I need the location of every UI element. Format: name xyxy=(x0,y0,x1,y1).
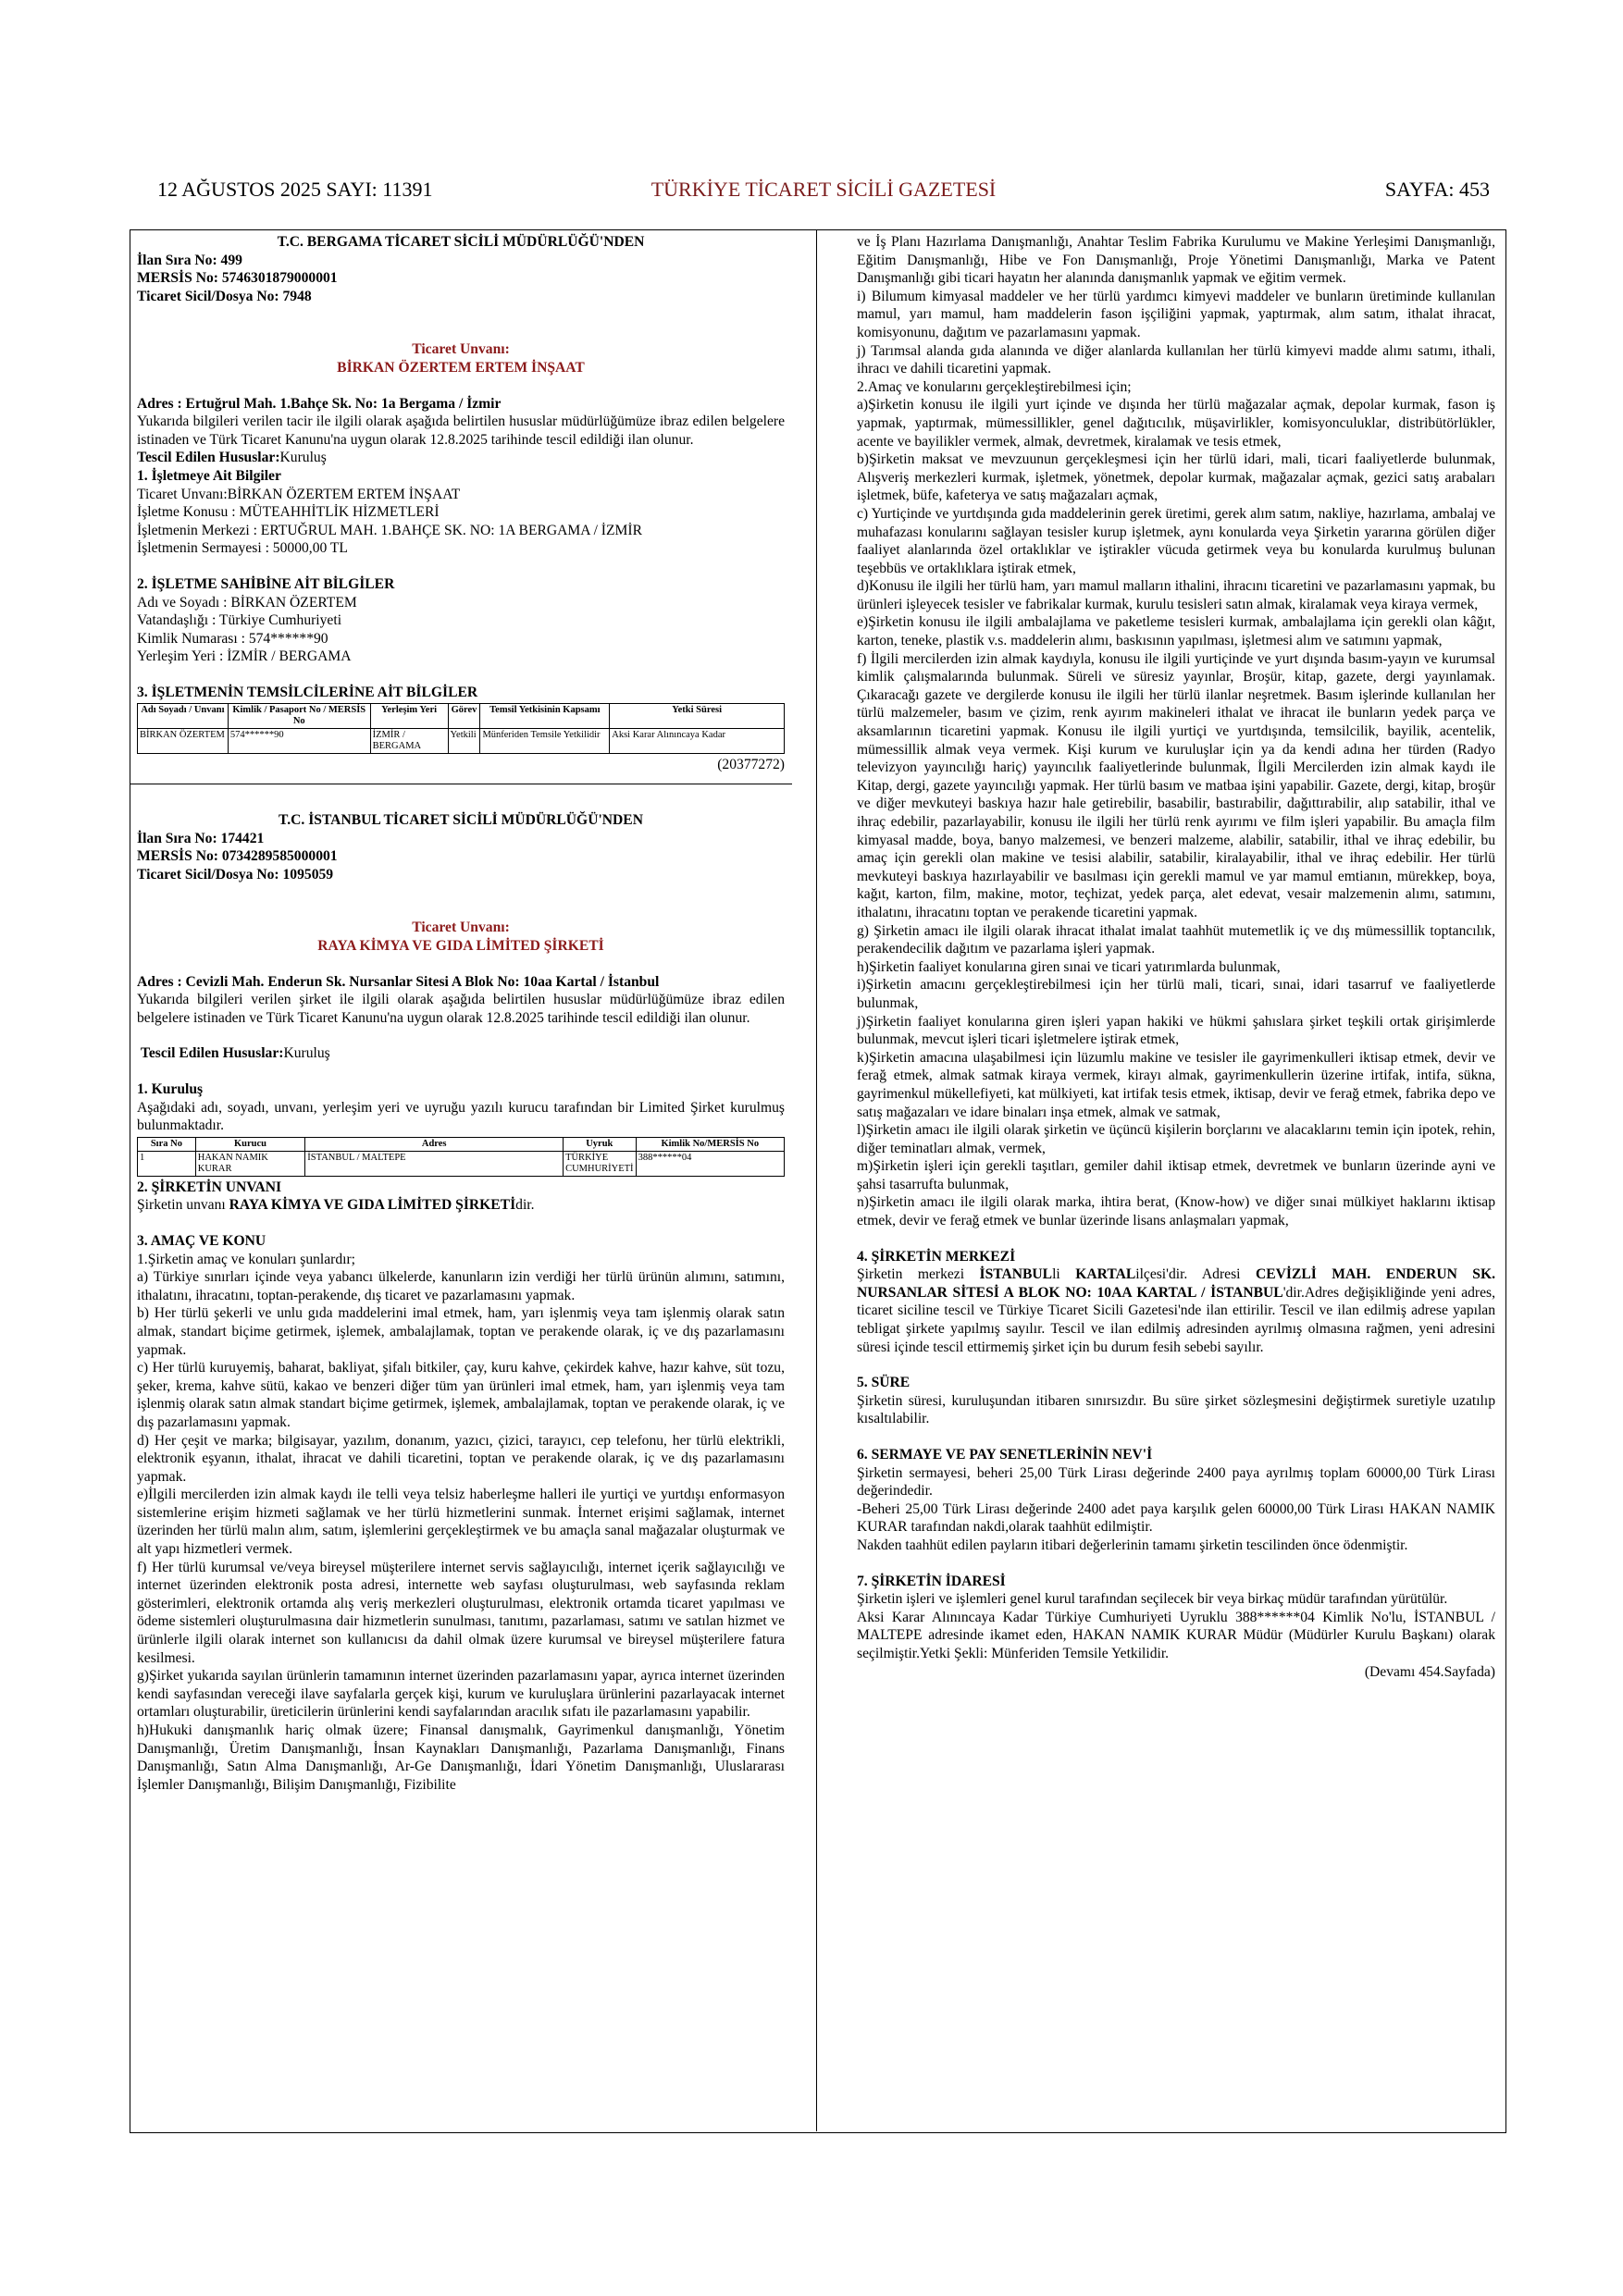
section-title: 3. İŞLETMENİN TEMSİLCİLERİNE AİT BİLGİLER xyxy=(137,684,478,700)
section-title: 1. Kuruluş xyxy=(137,1081,204,1097)
purpose-paragraph: j)Şirketin faaliyet konularına giren işleri yapan hakiki ve hükmi şahıslara şirket teşkili ortak girişimlerde bulunmak, mevcut işleri ticari işletmelere iştirak etmek, xyxy=(857,1013,1495,1048)
purpose-paragraph: ve İş Planı Hazırlama Danışmanlığı, Anahtar Teslim Fabrika Kurulumu ve Makine Yerleşimi Danışmanlığı, Eğitim Danışmanlığı, Hibe ve Fon Danışmanlığı, Proje Yönetimi Danışmanlığı, Marka ve Patent Danışmanlığı gibi ticari hayatın her alanında danışmanlık yapmak ve eğitim vermek. xyxy=(857,234,1495,287)
purpose-paragraphs xyxy=(137,1251,785,1795)
founders-table xyxy=(137,1137,785,1177)
purpose-paragraph: f) İlgili mercilerden izin almak kaydıyla, konusu ile ilgili yurtiçinde ve yurt dışında basım-yayın ve kurumsal kimlik çalışmalarında bulunmak. Süreli ve süresiz yayınlar, Broşür, kitap, gazete, dergi yayınlamak. Çıkaracağı gazete ve dergilerde konusu ile ilgili her türlü ilanlar neşretmek. Basım işlerinde kullanılan her türlü malzemeler, basım ve çizim, renk ayırım makineleri ithalat ve ihracat ile bunların yedek parça ve aksamlarının ticaretini yapmak. Konusu ile ilgili yurtiçi ve yurtdışında, temsilcilik, bayilik, acentelik, mümessillik almak veya vermek. Kişi kurum ve kuruluşlar için ya da kendi adına her türden (Radyo televizyon yayıncılığı hariç) yayıncılık faaliyetlerinde bulunmak, İlgili Mercilerden izin almak kaydı ile Kitap, dergi, gazete yayıncılığı yapmak. Her türlü basım ve matbaa işini yapabilir. Gazete, dergi, kitap, broşür ve diğer mevkuteyi baskıya hazır hale getirebilir, basabilir, bastırabilir, dağıttırabilir, alıp satabilir, ithal ve ihraç edebilir, pazarlayabilir, konusu ile ilgili her türlü renk ayırımı ve film işleri yapabilir. Bu amaçla film kimyasal madde, boya, banyo malzemesi, ve benzeri malzeme, alabilir, satabilir, ithal ve ihraç edebilir, bu amaç için gerekli olan makine ve tesisi alabilir, satabilir, kiralayabilir, ithal ve ihraç edebilir. Her türlü mevkuteyi baskıya hazırlayabilir ve basılması için gerekli mamul ve yar mamul emtianın, mürekkep, boya, kağıt, karton, film, makine, motor, teçhizat, yedek parça, alet edevat, vesair malzemenin alımı, satımını, ithalatını, ihracatını toptan ve perakende ticaretini yapmak. xyxy=(857,650,1495,920)
purpose-paragraph: 1.Şirketin amaç ve konuları şunlardır; xyxy=(137,1251,356,1267)
purpose-paragraph: m)Şirketin işleri için gerekli taşıtları, gemiler dahil iktisap etmek, devretmek ve bunların üzerinde ayni ve şahsi tasarrufta bulunmak, xyxy=(857,1158,1495,1192)
trade-name-label: Ticaret Unvanı: xyxy=(412,341,510,358)
ilan-no: İlan Sıra No: 174421 xyxy=(137,830,265,846)
purpose-paragraph: 2.Amaç ve konularını gerçekleştirebilmesi için; xyxy=(857,378,1132,395)
intro-text: Yukarıda bilgileri verilen tacir ile ilgili olarak aşağıda belirtilen hususlar müdürlüğümüze ibraz edilen belgelere istinaden ve Türk Ticaret Kanunu'na uygun olarak 12.8.2025 tarihinde tescil edildiği ilan olunur. xyxy=(137,414,785,448)
purpose-paragraph: f) Her türlü kurumsal ve/veya bireysel müşterilere internet servis sağlayıcılığı, internet içerik sağlayıcılığı ve internet üzerinden elektronik posta adresi, internette web sayfası oluşturulması, web sayfasında reklam gösterimleri, elektronik ortamda alış veriş merkezleri oluşturulması, elektronik ortamda ticaret yapılması ve ödeme sistemleri oluşturulmasına dair hizmetlerin sunulması, tanıtımı, pazarlaması, satımı ve satılan hizmet ve ürünlerle ilgili olarak internet son kullanıcısı da dahil olmak üzere kurumsal ve bireysel müşterilere fatura kesilmesi. xyxy=(137,1559,785,1666)
info-line: İşletme Konusu : MÜTEAHHİTLİK HİZMETLERİ xyxy=(137,504,440,521)
trade-name: BİRKAN ÖZERTEM ERTEM İNŞAAT xyxy=(337,359,585,376)
table-header: Temsil Yetkisinin Kapsamı xyxy=(480,704,610,729)
table-cell: BİRKAN ÖZERTEM xyxy=(138,729,229,754)
purpose-paragraph: e)İlgili mercilerden izin almak kaydı ile telli veya telsiz haberleşme halleri ile yurtiçi ve yurtdışı enformasyon sistemlerine erişim hizmeti sağlamak ve her türlü hizmetlerini sunmak. İnternet erişimi sağlamak, internet üzerinden her türlü malın alım, satım, işlemlerini gerçekleştirmek ve bu amaçla sanal mağazalar oluşturmak ve alt yapı hizmetleri vermek. xyxy=(137,1487,785,1558)
management-text: Aksi Karar Alınıncaya Kadar Türkiye Cumhuriyeti Uyruklu 388******04 Kimlik No'lu, İSTANBUL / MALTEPE adresinde ikamet eden, HAKAN NAMIK KURAR Müdür (Müdürler Kurulu Başkanı) olarak seçilmiştir.Yetki Şekli: Münferiden Temsile Yetkilidir. xyxy=(857,1609,1495,1661)
table-header: Kimlik / Pasaport No / MERSİS No xyxy=(228,704,370,729)
address: Adres : Ertuğrul Mah. 1.Bahçe Sk. No: 1a Bergama / İzmir xyxy=(137,395,502,412)
table-row xyxy=(138,729,785,754)
table-header: Kimlik No/MERSİS No xyxy=(636,1137,784,1151)
registry-office: T.C. BERGAMA TİCARET SİCİLİ MÜDÜRLÜĞÜ'NDEN xyxy=(277,234,645,250)
purpose-paragraphs-continued xyxy=(857,233,1495,1230)
sicil-no: Ticaret Sicil/Dosya No: 7948 xyxy=(137,288,312,304)
mersis-no: MERSİS No: 5746301879000001 xyxy=(137,270,338,287)
table-header: Kurucu xyxy=(195,1137,305,1151)
table-cell: TÜRKİYE CUMHURİYETİ xyxy=(564,1151,637,1176)
section-title: 2. ŞİRKETİN UNVANI xyxy=(137,1179,282,1195)
table-header: Yerleşim Yeri xyxy=(370,704,448,729)
trade-name: RAYA KİMYA VE GIDA LİMİTED ŞİRKETİ xyxy=(317,938,604,955)
page-number: SAYFA: 453 xyxy=(1384,178,1490,201)
purpose-paragraph: l)Şirketin amacı ile ilgili olarak şirketin ve üçüncü kişilerin borçlarını ve alacaklarını temin için ipotek, rehin, diğer teminatları almak, vermek, xyxy=(857,1122,1495,1156)
purpose-paragraph: h)Şirketin faaliyet konularına giren sınai ve ticari yatırımlarda bulunmak, xyxy=(857,958,1281,975)
table-cell: Aksi Karar Alınıncaya Kadar xyxy=(610,729,785,754)
right-column xyxy=(857,233,1495,1681)
section-title: 5. SÜRE xyxy=(857,1375,911,1391)
purpose-paragraph: e)Şirketin konusu ile ilgili ambalajlama ve paketleme tesisleri kurmak, ambalajlama için gerekli olan kâğıt, karton, teneke, plastik v.s. maddelerin alımı, baskısının yapılması, işletmesi alım ve satımını yapmak, xyxy=(857,614,1495,649)
info-line: İşletmenin Merkezi : ERTUĞRUL MAH. 1.BAHÇE SK. NO: 1A BERGAMA / İZMİR xyxy=(137,522,642,538)
reference-number: (20377272) xyxy=(717,757,785,773)
purpose-paragraph: b) Her türlü şekerli ve unlu gıda maddelerini imal etmek, ham, yarı işlenmiş veya tam işlenmiş olarak satın almak, standart biçime getirmek, işlemek, ambalajlamak, toptan ve perakende olarak, iç ve dış pazarlamasını yapmak. xyxy=(137,1305,785,1358)
registry-office: T.C. İSTANBUL TİCARET SİCİLİ MÜDÜRLÜĞÜ'NDEN xyxy=(279,812,643,829)
section-title: 1. İşletmeye Ait Bilgiler xyxy=(137,467,281,484)
purpose-paragraph: g) Şirketin amacı ile ilgili olarak ihracat ithalat imalat taahhüt mutemetlik iç ve dış mümessillik toptancılık, perakendecilik dağıtım ve pazarlama işleri yapmak. xyxy=(857,922,1495,957)
continued-note: (Devamı 454.Sayfada) xyxy=(1364,1663,1495,1680)
left-column xyxy=(137,233,785,1794)
purpose-paragraph: i) Bilumum kimyasal maddeler ve her türlü yardımcı kimyevi maddeler ve bunların üretiminde kullanılan mamul, yarı mamul, ham maddelerin fason işçiliğini yapmak, yaptırmak, alım satım, ithalat ihracat, komisyonunu, dağıtım ve pazarlamasını yapmak. xyxy=(857,288,1495,340)
purpose-paragraph: c) Yurtiçinde ve yurtdışında gıda maddelerinin gerek üretimi, gerek alım satım, nakliye, hazırlama, ambalaj ve muhafazası konularını sağlayan tesisler kurup işletmek, aynı konularda veya Şirketin yararına görülen diğer faaliyet alanlarında özel ortaklıklar ve iştirakler vücuda getirmek veya bu konularda kurulmuş bulunan teşebbüs ve ortaklıklara iştirak etmek, xyxy=(857,505,1495,576)
table-cell: HAKAN NAMIK KURAR xyxy=(195,1151,305,1176)
info-line: Yerleşim Yeri : İZMİR / BERGAMA xyxy=(137,648,352,665)
section-title: 6. SERMAYE VE PAY SENETLERİNİN NEV'İ xyxy=(857,1447,1153,1463)
founding-text: Aşağıdaki adı, soyadı, unvanı, yerleşim yeri ve uyruğu yazılı kurucu tarafından bir Limited Şirket kurulmuş bulunmaktadır. xyxy=(137,1099,785,1134)
trade-name-label: Ticaret Unvanı: xyxy=(412,920,510,936)
table-cell: Münferiden Temsile Yetkilidir xyxy=(480,729,610,754)
mersis-no: MERSİS No: 0734289585000001 xyxy=(137,848,338,865)
table-cell: İZMİR / BERGAMA xyxy=(370,729,448,754)
section-title: 4. ŞİRKETİN MERKEZİ xyxy=(857,1248,1016,1265)
headquarters-text: Şirketin merkezi İSTANBULli KARTALilçesi'dir. Adresi CEVİZLİ MAH. ENDERUN SK. NURSANLAR SİTESİ A BLOK NO: 10AA KARTAL / İSTANBUL'dir.Adres değişikliğinde yeni adres, ticaret siciline tescil ve Türkiye Ticaret Sicili Gazetesi'nde ilan ettirilir. Tescil ve ilan edilmiş adrese yapılan tebligat şirkete yapılmış sayılır. Tescil ve ilan edilmiş adresinden ayrılmış olmasına rağmen, yeni adresini süresi içinde tescil ettirmemiş şirket için bu durum fesih sebebi sayılır. xyxy=(857,1266,1496,1355)
table-header: Görev xyxy=(448,704,480,729)
capital-text: Şirketin sermayesi, beheri 25,00 Türk Lirası değerinde 2400 paya ayrılmış toplam 60000,00 Türk Lirası değerindedir. xyxy=(857,1464,1495,1500)
table-cell: 1 xyxy=(138,1151,196,1176)
section-title: 2. İŞLETME SAHİBİNE AİT BİLGİLER xyxy=(137,575,395,592)
table-header: Yetki Süresi xyxy=(610,704,785,729)
notice-istanbul xyxy=(137,794,785,1794)
management-text: Şirketin işleri ve işlemleri genel kurul tarafından seçilecek bir veya birkaç müdür tarafından yürütülür. xyxy=(857,1591,1448,1608)
table-row xyxy=(138,1151,785,1176)
info-line: Vatandaşlığı : Türkiye Cumhuriyeti xyxy=(137,612,342,629)
page-header xyxy=(157,178,1490,215)
table-header: Sıra No xyxy=(138,1137,196,1151)
table-header: Uyruk xyxy=(564,1137,637,1151)
table-cell: İSTANBUL / MALTEPE xyxy=(305,1151,564,1176)
purpose-paragraph: g)Şirket yukarıda sayılan ürünlerin tamamının internet üzerinden pazarlamasını yapar, ayrıca internet üzerinden kendi sayfasından vereceği ilave sayfalarla gerçek kişi, kurum ve kuruluşlara ürünlerini pazarlayacak internet ortamları oluşturabilir, üreticilerin ürünlerini kendi sayfalarından aracılık sıfatı ile pazarlamasını yapabilir. xyxy=(137,1668,785,1721)
registered-matters: Tescil Edilen Hususlar:Kuruluş xyxy=(140,1045,330,1062)
purpose-paragraph: k)Şirketin amacına ulaşabilmesi için lüzumlu makine ve tesisler ile gayrimenkulleri iktisap etmek, devir ve ferağ etmek, almak satmak kiraya vermek, kirayı almak, gayrimenkullerin üzerine irtifak, intifa, sükna, gayrimenkul mükellefiyeti, kat mülkiyeti, kat irtifak tesis etmek, iktisap, devir ve ferağ etmek, fabrika depo ve satış mağazaları ve idare binaları inşa etmek, almak ve satmak, xyxy=(857,1049,1495,1120)
table-cell: 388******04 xyxy=(636,1151,784,1176)
info-line: Adı ve Soyadı : BİRKAN ÖZERTEM xyxy=(137,594,357,611)
purpose-paragraph: j) Tarımsal alanda gıda alanında ve diğer alanlarda kullanılan her türlü kimyevi madde alımı satımı, ithali, ihracı ve dahili ticaretini yapmak. xyxy=(857,342,1495,377)
purpose-paragraph: d) Her çeşit ve marka; bilgisayar, yazılım, donanım, yazıcı, çizici, tarayıcı, cep telefonu, her türlü elektrikli, elektronik eşyanın, ithalat, ihracat ve dahili ticaretini, toptan ve perakende olarak, iç ve dış pazarlamasını yapmak. xyxy=(137,1432,785,1485)
purpose-paragraph: b)Şirketin maksat ve mevzuunun gerçekleşmesi için her türlü idari, mali, ticari faaliyetlerde bulunmak, Alışveriş merkezleri kurmak, işletmek, yönetmek, depolar kurmak, mağazalar açmak, gezici satış arabaları işletmek, büfe, kafeterya ve satış mağazaları açmak, xyxy=(857,451,1495,504)
info-line: Kimlik Numarası : 574******90 xyxy=(137,630,328,647)
registered-matters: Tescil Edilen Hususlar:Kuruluş xyxy=(137,450,327,466)
address: Adres : Cevizli Mah. Enderun Sk. Nursanlar Sitesi A Blok No: 10aa Kartal / İstanbul xyxy=(137,973,660,990)
purpose-paragraph: i)Şirketin amacını gerçekleştirebilmesi için her türlü mali, ticari, sınai, idari tasarruf ve faaliyetlerde bulunmak, xyxy=(857,977,1495,1011)
gazette-title: TÜRKİYE TİCARET SİCİLİ GAZETESİ xyxy=(650,178,997,201)
purpose-paragraph: d)Konusu ile ilgili her türlü ham, yarı mamul malların ithalini, ihracını ticaretini ve pazarlamasını yapmak, bu ürünleri işleyecek tesisler ve fabrikalar kurmak, kurulu tesisleri satın almak, kiralamak veya kiraya vermek, xyxy=(857,578,1495,612)
purpose-paragraph: a)Şirketin konusu ile ilgili yurt içinde ve dışında her türlü mağazalar açmak, depolar kurmak, fason iş yapmak, yaptırmak, mümessillikler, genel dağıtıcılık, müşavirlikler, komisyonculuklar, distribütörlükler, acente ve bayilikler vermek, almak, devretmek, kiralamak ve tesis etmek, xyxy=(857,397,1495,450)
section-title: 3. AMAÇ VE KONU xyxy=(137,1232,266,1249)
company-name-line: Şirketin unvanı RAYA KİMYA VE GIDA LİMİTED ŞİRKETİdir. xyxy=(137,1197,535,1214)
purpose-paragraph: n)Şirketin amacı ile ilgili olarak marka, ihtira berat, (Know-how) ve diğer sınai mülkiyet haklarını iktisap etmek, devir ve ferağ etmek ve bunlar üzerinde lisans anlaşmaları yapmak, xyxy=(857,1194,1495,1229)
purpose-paragraph: h)Hukuki danışmanlık hariç olmak üzere; Finansal danışmalık, Gayrimenkul danışmanlığı, Yönetim Danışmanlığı, Üretim Danışmanlığı, İnsan Kaynakları Danışmanlığı, Pazarlama Danışmanlığı, Finans Danışmanlığı, Satın Alma Danışmanlığı, Ar-Ge Danışmanlığı, İdari Yönetim Danışmanlığı, Uluslararası İşlemler Danışmanlığı, Bilişim Danışmanlığı, Fizibilite xyxy=(137,1722,785,1793)
table-cell: 574******90 xyxy=(228,729,370,754)
section-title: 7. ŞİRKETİN İDARESİ xyxy=(857,1573,1006,1589)
column-divider xyxy=(816,229,817,2131)
duration-text: Şirketin süresi, kuruluşundan itibaren sınırsızdır. Bu süre şirket sözleşmesini değiştirmek suretiyle uzatılıp kısaltılabilir. xyxy=(857,1392,1495,1427)
representatives-table xyxy=(137,703,785,754)
purpose-paragraph: c) Her türlü kuruyemiş, baharat, bakliyat, şifalı bitkiler, çay, kuru kahve, çekirdek kahve, hazır kahve, süt tozu, şeker, krema, kahve sütü, kakao ve benzeri diğer tüm yan ürünleri imal etmek, ham, yarı işlenmiş veya tam işlenmiş olarak satın almak standart biçime getirmek, işlemek, ambalajlamak, toptan ve perakende olarak, iç ve dış pazarlamasını yapmak. xyxy=(137,1360,785,1430)
purpose-paragraph: a) Türkiye sınırları içinde veya yabancı ülkelerde, kanunların izin verdiği her türlü ürünün alımını, satımını, ithalatını, ihracatını, toptan-perakende, dış ticaret ve pazarlamasını yapmak. xyxy=(137,1269,785,1303)
ilan-no: İlan Sıra No: 499 xyxy=(137,252,242,268)
info-line: Ticaret Unvanı:BİRKAN ÖZERTEM ERTEM İNŞAAT xyxy=(137,486,461,502)
table-header: Adı Soyadı / Unvanı xyxy=(138,704,229,729)
capital-text: Nakden taahhüt edilen payların itibari değerlerinin tamamı şirketin tescilinden önce ödenmiştir. xyxy=(857,1537,1408,1553)
capital-text: -Beheri 25,00 Türk Lirası değerinde 2400 adet paya karşılık gelen 60000,00 Türk Lirası HAKAN NAMIK KURAR tarafından nakdi,olarak taahhüt edilmiştir. xyxy=(857,1500,1495,1536)
notice-bergama xyxy=(137,233,785,774)
intro-text: Yukarıda bilgileri verilen şirket ile ilgili olarak aşağıda belirtilen hususlar müdürlüğümüze ibraz edilen belgelere istinaden ve Türk Ticaret Kanunu'na uygun olarak 12.8.2025 tarihinde tescil edildiği ilan olunur. xyxy=(137,992,785,1026)
info-line: İşletmenin Sermayesi : 50000,00 TL xyxy=(137,540,348,557)
table-cell: Yetkili xyxy=(448,729,480,754)
sicil-no: Ticaret Sicil/Dosya No: 1095059 xyxy=(137,866,334,883)
table-header: Adres xyxy=(305,1137,564,1151)
issue-date: 12 AĞUSTOS 2025 SAYI: 11391 xyxy=(157,178,433,201)
